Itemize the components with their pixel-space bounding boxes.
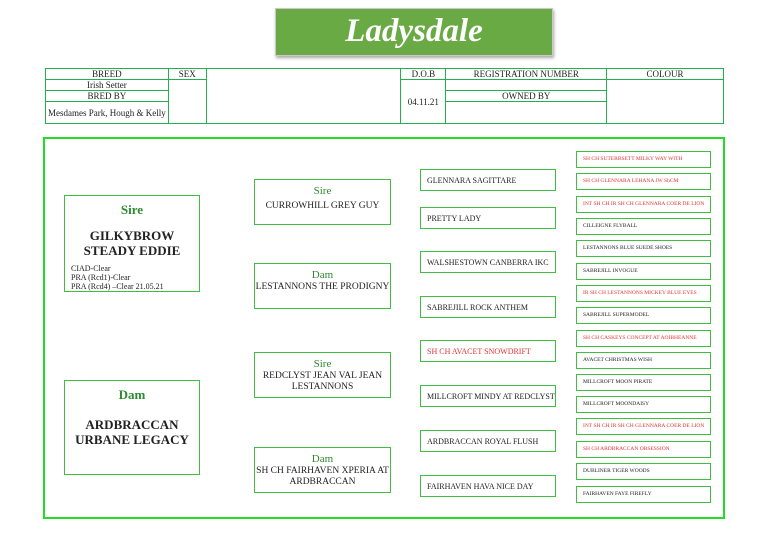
ancestor-gen4 <box>576 374 711 391</box>
ancestor-gen4-name: INT SH CH IR SH CH GLENNARA COER DE LION <box>583 423 705 430</box>
bred-by-value: Mesdames Park, Hough & Kelly <box>46 102 169 124</box>
sire-box <box>64 195 200 292</box>
ancestor-gen4-name: SABREJILL SUPERMODEL <box>583 312 650 319</box>
maternal-grandsire-box <box>254 352 391 398</box>
ancestor-gen3-name: SABREJILL ROCK ANTHEM <box>427 302 529 312</box>
ancestor-gen3 <box>420 169 556 191</box>
ancestor-gen4 <box>576 486 711 503</box>
health-test-ciad: CIAD-Clear <box>71 264 111 273</box>
ancestor-gen4-name: IR SH CH LESTANNONS MICKEY BLUE EYES <box>583 290 697 297</box>
dog-info-table <box>45 68 724 124</box>
ancestor-gen3 <box>420 207 556 229</box>
ancestor-gen4-titled <box>576 173 711 190</box>
paternal-grandsire-name: CURROWHILL GREY GUY <box>265 201 380 211</box>
ancestor-gen4-titled <box>576 285 711 302</box>
ancestor-gen4 <box>576 463 711 480</box>
maternal-granddam-name: SH CH FAIRHAVEN XPERIA AT ARDBRACCAN <box>256 466 389 487</box>
sire-health-tests <box>71 264 199 291</box>
ancestor-gen3-name: GLENNARA SAGITTARE <box>427 175 517 185</box>
dam-name: ARDBRACCAN URBANE LEGACY <box>75 417 189 447</box>
ancestor-gen3-name: WALSHESTOWN CANBERRA IKC <box>427 257 549 267</box>
breed-value: Irish Setter <box>46 80 169 91</box>
owned-by-label: OWNED BY <box>446 91 607 102</box>
colour-value <box>607 80 724 124</box>
ancestor-gen4 <box>576 352 711 369</box>
maternal-grandsire-name: REDCLYST JEAN VAL JEAN LESTANNONS <box>262 371 383 392</box>
owned-by-value <box>446 102 607 124</box>
kennel-logo-banner <box>275 8 553 56</box>
ancestor-gen4-name: MILLCROFT MOON PIRATE <box>583 379 653 386</box>
paternal-granddam-box <box>254 263 391 309</box>
registration-value <box>446 80 607 91</box>
sex-cell <box>168 80 206 124</box>
ancestor-gen3 <box>420 475 556 497</box>
dam-box <box>64 380 200 475</box>
ancestor-gen4 <box>576 240 711 257</box>
health-test-pra-rcd1: PRA (Rcd1)-Clear <box>71 273 131 282</box>
ancestor-gen4 <box>576 307 711 324</box>
ancestor-gen3 <box>420 251 556 273</box>
paternal-grandsire-role: Sire <box>313 185 332 197</box>
ancestor-gen3-titled <box>420 340 556 362</box>
ancestor-gen4-name: SH CH CASKEYS CONCEPT AT AOIBHEANNE <box>583 335 697 342</box>
ancestor-gen4 <box>576 218 711 235</box>
dob-value: 04.11.21 <box>401 80 446 124</box>
ancestor-gen3-name: MILLCROFT MINDY AT REDCLYST <box>427 391 555 401</box>
sex-value <box>206 69 401 124</box>
bred-by-label: BRED BY <box>46 91 169 102</box>
ancestor-gen4-name: INT SH CH IR SH CH GLENNARA COER DE LION <box>583 201 705 208</box>
ancestor-gen4-titled <box>576 330 711 347</box>
ancestor-gen3-name: FAIRHAVEN HAVA NICE DAY <box>427 481 534 491</box>
kennel-name: Ladysdale <box>345 13 483 49</box>
ancestor-gen4 <box>576 263 711 280</box>
ancestor-gen4-name: SH CH ARDBRACCAN OBSESSION <box>583 446 670 453</box>
ancestor-gen4-name: MILLCROFT MOONDAISY <box>583 401 650 408</box>
maternal-granddam-box <box>254 447 391 493</box>
ancestor-gen4-name: LESTANNONS BLUE SUEDE SHOES <box>583 245 673 252</box>
ancestor-gen4 <box>576 396 711 413</box>
colour-label: COLOUR <box>607 69 724 80</box>
ancestor-gen3 <box>420 385 556 407</box>
ancestor-gen3-name: PRETTY LADY <box>427 213 482 223</box>
sex-label: SEX <box>168 69 206 80</box>
ancestor-gen4-name: AVACET CHRISTMAS WISH <box>583 357 652 364</box>
ancestor-gen4-titled <box>576 151 711 168</box>
ancestor-gen3 <box>420 430 556 452</box>
paternal-granddam-name: LESTANNONS THE PRODIGNY <box>255 282 390 292</box>
health-test-pra-rcd4: PRA (Rcd4) –Clear 21.05.21 <box>71 282 164 291</box>
ancestor-gen3 <box>420 296 556 318</box>
sire-name: GILKYBROW STEADY EDDIE <box>83 228 181 258</box>
ancestor-gen4-name: SH CH GLENNARA LEHANA JW ShCM <box>583 178 679 185</box>
dam-role: Dam <box>118 387 146 402</box>
ancestor-gen3-name: ARDBRACCAN ROYAL FLUSH <box>427 436 539 446</box>
sire-role: Sire <box>120 202 144 217</box>
maternal-granddam-role: Dam <box>311 453 334 465</box>
dob-label: D.O.B <box>401 69 446 80</box>
ancestor-gen4-titled <box>576 441 711 458</box>
paternal-grandsire-box <box>254 179 391 225</box>
ancestor-gen3-name: SH CH AVACET SNOWDRIFT <box>427 346 531 356</box>
ancestor-gen4-name: DUBLINER TIGER WOODS <box>583 468 650 475</box>
registration-label: REGISTRATION NUMBER <box>446 69 607 80</box>
ancestor-gen4-titled <box>576 196 711 213</box>
ancestor-gen4-name: SABREJILL INVOGUE <box>583 268 638 275</box>
ancestor-gen4-titled <box>576 418 711 435</box>
maternal-grandsire-role: Sire <box>313 358 332 370</box>
breed-label: BREED <box>46 69 169 80</box>
ancestor-gen4-name: SH CH SUTERBSETT MILKY WAY WITH <box>583 156 683 163</box>
ancestor-gen4-name: CILLEIGNE FLYBALL <box>583 223 638 230</box>
ancestor-gen4-name: FAIRHAVEN FAYE FIREFLY <box>583 491 652 498</box>
paternal-granddam-role: Dam <box>311 269 334 281</box>
